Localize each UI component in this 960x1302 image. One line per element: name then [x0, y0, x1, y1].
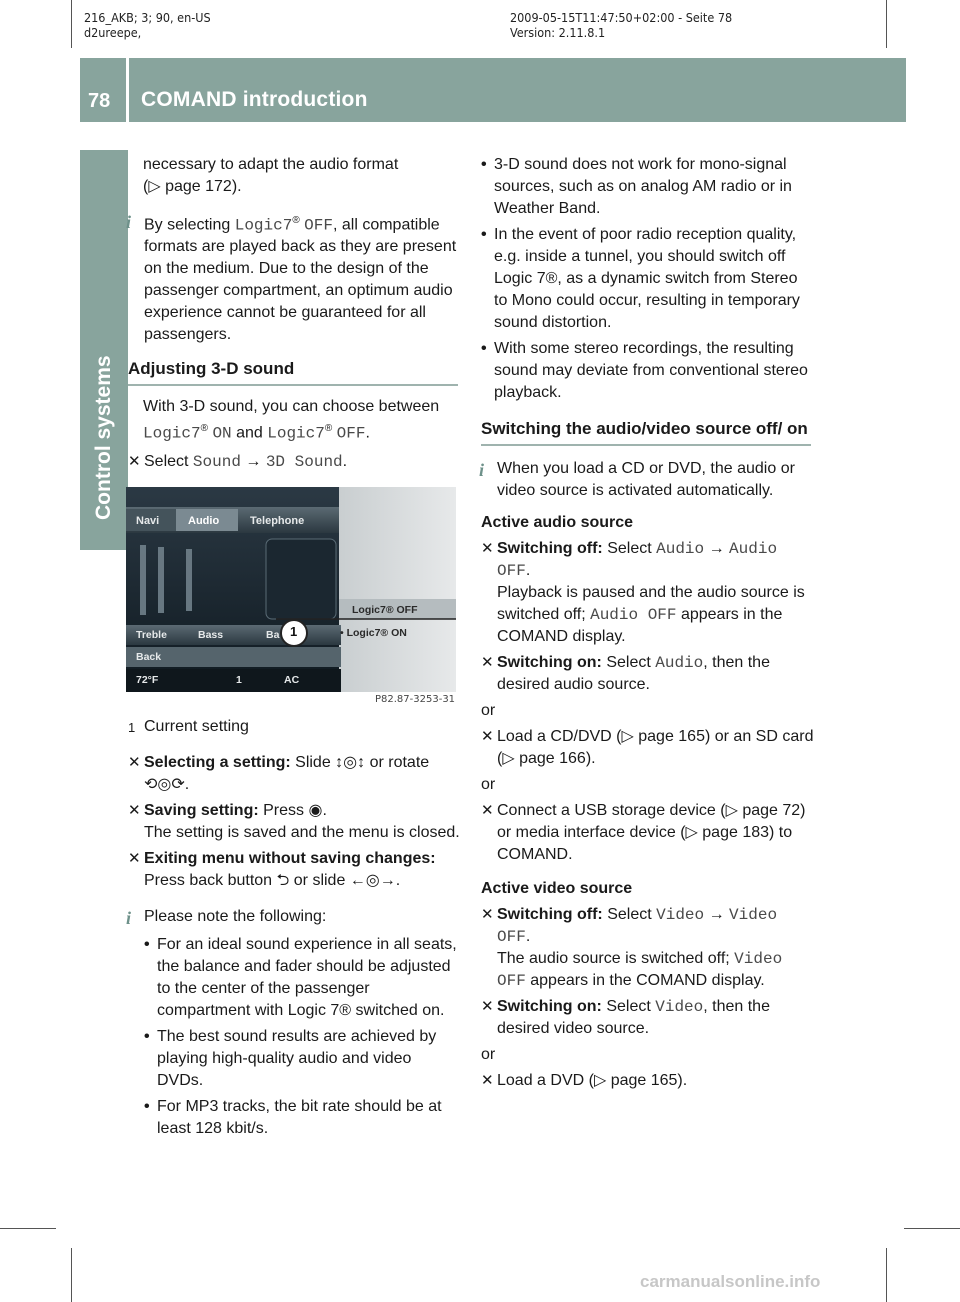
- crop-mark: [71, 1248, 72, 1302]
- step-exiting: ✕ Exiting menu without saving changes: Press back button ⮌ or slide ←◎→.: [128, 850, 436, 889]
- bullet-item: • In the event of poor radio reception quality, e.g. inside a tunnel, you should switch off Logic 7®, as a dynamic switch from Stereo to Mono could occur, resulting in temporary sound distortion.: [481, 226, 800, 331]
- sidebar-label: Control systems: [92, 355, 115, 520]
- crop-mark: [886, 0, 887, 48]
- image-code: P82.87-3253-31: [375, 694, 456, 705]
- screen-option-on: • Logic7® ON: [340, 627, 407, 639]
- info-note: i When you load a CD or DVD, the audio or video source is activated automatically.: [479, 460, 795, 499]
- comand-screenshot: [126, 487, 456, 692]
- info-icon: i: [126, 212, 132, 232]
- callout-number: 1: [290, 624, 298, 639]
- step-marker-icon: ✕: [481, 728, 494, 745]
- bullet-item: • With some stereo recordings, the resulting sound may deviate from conventional stereo playback.: [481, 340, 808, 401]
- screen-tab-audio: Audio: [188, 515, 220, 527]
- step-marker-icon: ✕: [128, 802, 141, 819]
- info-icon: i: [126, 908, 132, 928]
- screen-tab-treble: Treble: [136, 629, 167, 641]
- step-marker-icon: ✕: [481, 654, 494, 671]
- bullet-item: • 3-D sound does not work for mono-signal sources, such as on analog AM radio or in Weather Band.: [481, 156, 792, 217]
- watermark: carmanualsonline.info: [640, 1272, 821, 1291]
- step-marker-icon: ✕: [481, 540, 494, 557]
- callout-marker: 1: [128, 720, 136, 735]
- crop-mark: [904, 1228, 960, 1229]
- page-number: 78: [88, 90, 111, 112]
- step-marker-icon: ✕: [481, 906, 494, 923]
- subheading-video: Active video source: [481, 880, 633, 897]
- left-column-lower: [128, 716, 460, 1140]
- crop-mark: [0, 1228, 56, 1229]
- step-saving: ✕ Saving setting: Press ◉. The setting is saved and the menu is closed.: [128, 802, 460, 841]
- crop-mark: [886, 1248, 887, 1302]
- info-icon: i: [479, 460, 485, 480]
- print-meta-right: 2009-05-15T11:47:50+02:00 - Seite 78 Version: 2.11.8.1: [510, 10, 733, 40]
- screen-tab-telephone: Telephone: [250, 515, 305, 527]
- info-note: i By selecting Logic7® OFF, all compatible formats are played back as they are present on the medium. Due to the design of the passenger compartment, an optimum audio experience cannot be guaranteed for all passengers.: [126, 212, 457, 344]
- header-separator: [126, 58, 129, 122]
- screen-back: Back: [136, 651, 162, 663]
- step-audio-on: ✕ Switching on: Select Audio, then the desired audio source.: [481, 654, 770, 693]
- step-load-cd: ✕ Load a CD/DVD (▷ page 165) or an SD card (▷ page 166).: [481, 728, 814, 767]
- step-marker-icon: ✕: [481, 802, 494, 819]
- step-marker-icon: ✕: [481, 1072, 494, 1089]
- step-marker-icon: ✕: [481, 998, 494, 1015]
- step-marker-icon: ✕: [128, 850, 141, 867]
- screen-tab-bass: Bass: [198, 629, 224, 641]
- step-usb: ✕ Connect a USB storage device (▷ page 72) or media interface device (▷ page 183) to COMAND.: [481, 802, 806, 863]
- step-marker-icon: ✕: [128, 452, 141, 470]
- step-video-off: ✕ Switching off: Select Video → Video OFF. The audio source is switched off; Video OFF appears in the COMAND display.: [481, 906, 783, 990]
- step-select: ✕ Select Sound → 3D Sound.: [128, 452, 348, 471]
- screen-temperature: 72°F: [136, 674, 159, 686]
- continued-text: necessary to adapt the audio format (▷ page 172).: [143, 156, 399, 195]
- print-meta-left: 216_AKB; 3; 90, en-US d2ureepe,: [84, 10, 211, 40]
- intro-text: With 3-D sound, you can choose between Logic7® ON and Logic7® OFF.: [143, 398, 440, 443]
- heading-rule: [481, 444, 811, 446]
- screen-tab-balance: Ba: [266, 629, 280, 641]
- or-text: or: [481, 1046, 496, 1063]
- screen-option-off: Logic7® OFF: [352, 604, 418, 616]
- section-heading: Switching the audio/video source off/ on: [481, 419, 808, 438]
- step-selecting: ✕ Selecting a setting: Slide ↕◎↕ or rotate ⟲◎⟳.: [128, 754, 430, 793]
- or-text: or: [481, 702, 496, 719]
- right-column: [481, 154, 815, 1092]
- page-title: COMAND introduction: [141, 88, 368, 111]
- step-marker-icon: ✕: [128, 754, 141, 771]
- heading-rule: [128, 384, 458, 386]
- step-load-dvd: ✕ Load a DVD (▷ page 165).: [481, 1070, 815, 1092]
- info-note-2: i Please note the following:: [126, 908, 327, 928]
- section-heading: Adjusting 3-D sound: [128, 359, 295, 379]
- bullet-item: • The best sound results are achieved by playing high-quality audio and video DVDs.: [144, 1028, 437, 1089]
- bullet-item: • For an ideal sound experience in all seats, the balance and fader should be adjusted to the center of the passenger compartment with Logic 7® switched on.: [144, 936, 457, 1019]
- left-column: [128, 154, 460, 473]
- step-video-on: ✕ Switching on: Select Video, then the desired video source.: [481, 998, 770, 1037]
- screen-fan: 1: [236, 674, 242, 686]
- screen-ac: AC: [284, 674, 300, 686]
- callout-caption: 1 Current setting: [128, 716, 460, 738]
- or-text: or: [481, 776, 496, 793]
- screen-tab-navi: Navi: [136, 515, 160, 527]
- crop-mark: [71, 0, 72, 48]
- bullet-item: • For MP3 tracks, the bit rate should be at least 128 kbit/s.: [144, 1098, 442, 1137]
- step-audio-off: ✕ Switching off: Select Audio → Audio OFF. Playback is paused and the audio source is switched off; Audio OFF appears in the COMAND display.: [481, 540, 805, 645]
- subheading-audio: Active audio source: [481, 514, 634, 531]
